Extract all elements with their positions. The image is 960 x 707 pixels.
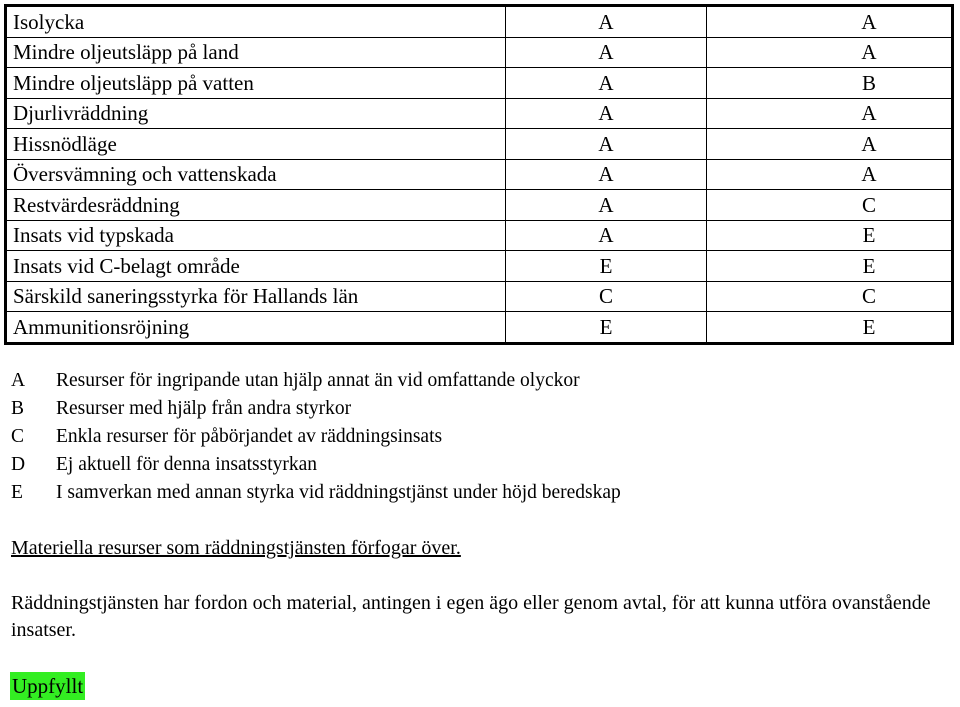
table-row <box>7 281 951 312</box>
legend-text: Enkla resurser för påbörjandet av räddningsinsats <box>56 426 443 447</box>
capability-code: C <box>861 192 876 217</box>
legend-key: A <box>11 370 26 391</box>
legend-item <box>11 395 621 423</box>
capability-table <box>7 7 951 342</box>
incident-type-cell: Insats vid typskada <box>7 220 506 251</box>
capability-code-cell: A <box>506 190 707 221</box>
legend-item <box>11 423 621 451</box>
capability-code: E <box>862 314 876 339</box>
legend-text: Ej aktuell för denna insatsstyrkan <box>56 454 318 475</box>
capability-code: A <box>861 40 877 64</box>
legend-key: C <box>11 426 25 447</box>
capability-code-cell-secondary <box>707 98 952 129</box>
legend-item <box>11 451 621 479</box>
incident-type-cell: Insats vid C-belagt område <box>7 251 506 282</box>
legend-item <box>11 367 621 395</box>
legend-key: E <box>11 482 23 503</box>
capability-code: A <box>861 9 877 34</box>
legend-key: B <box>11 398 25 419</box>
capability-code: A <box>861 131 877 156</box>
capability-code-cell: A <box>506 37 707 68</box>
capability-code-cell: A <box>506 220 707 251</box>
incident-type-cell: Isolycka <box>7 7 506 37</box>
table-row <box>7 37 951 68</box>
capability-code-cell: E <box>506 312 707 342</box>
capability-code: E <box>862 223 876 247</box>
description-paragraph: Räddningstjänsten har fordon och material, antingen i egen ägo eller genom avtal, för att kunna utföra ovanstående insatser. <box>11 592 931 641</box>
capability-code-cell-secondary <box>707 129 952 160</box>
capability-code-cell: A <box>506 129 707 160</box>
incident-type-cell: Hissnödläge <box>7 129 506 160</box>
table-row <box>7 7 951 37</box>
legend-text: Resurser för ingripande utan hjälp annat än vid omfattande olyckor <box>56 370 580 391</box>
status-badge: Uppfyllt <box>12 674 84 698</box>
capability-table-frame <box>4 4 954 345</box>
table-row <box>7 190 951 221</box>
table-row <box>7 220 951 251</box>
capability-code-cell-secondary <box>707 7 952 37</box>
incident-type-cell: Översvämning och vattenskada <box>7 159 506 190</box>
table-row <box>7 159 951 190</box>
capability-code-cell: E <box>506 251 707 282</box>
table-row <box>7 251 951 282</box>
capability-code: B <box>861 70 876 95</box>
table-row <box>7 312 951 342</box>
capability-code-cell-secondary <box>707 312 952 342</box>
capability-code-cell-secondary <box>707 281 952 312</box>
capability-code-cell-secondary <box>707 220 952 251</box>
capability-code-cell: A <box>506 159 707 190</box>
incident-type-cell: Restvärdesräddning <box>7 190 506 221</box>
legend <box>11 367 621 507</box>
capability-code-cell-secondary <box>707 251 952 282</box>
capability-code-cell-secondary <box>707 159 952 190</box>
capability-code: A <box>861 162 877 186</box>
capability-code: A <box>861 101 877 125</box>
table-row <box>7 129 951 160</box>
table-row <box>7 68 951 99</box>
incident-type-cell: Mindre oljeutsläpp på land <box>7 37 506 68</box>
legend-text: I samverkan med annan styrka vid räddningstjänst under höjd beredskap <box>56 482 621 503</box>
legend-text: Resurser med hjälp från andra styrkor <box>56 398 352 419</box>
incident-type-cell: Särskild saneringsstyrka för Hallands län <box>7 281 506 312</box>
legend-item <box>11 479 621 507</box>
table-row <box>7 98 951 129</box>
capability-code-cell-secondary <box>707 37 952 68</box>
capability-code: C <box>861 284 876 308</box>
capability-code-cell: A <box>506 98 707 129</box>
capability-code: E <box>862 253 876 278</box>
section-heading: Materiella resurser som räddningstjänsten förfogar över. <box>11 537 461 559</box>
incident-type-cell: Ammunitionsröjning <box>7 312 506 342</box>
capability-code-cell: A <box>506 68 707 99</box>
capability-code-cell: A <box>506 7 707 37</box>
capability-code-cell: C <box>506 281 707 312</box>
capability-code-cell-secondary <box>707 190 952 221</box>
incident-type-cell: Djurlivräddning <box>7 98 506 129</box>
incident-type-cell: Mindre oljeutsläpp på vatten <box>7 68 506 99</box>
legend-key: D <box>11 454 26 475</box>
capability-code-cell-secondary <box>707 68 952 99</box>
